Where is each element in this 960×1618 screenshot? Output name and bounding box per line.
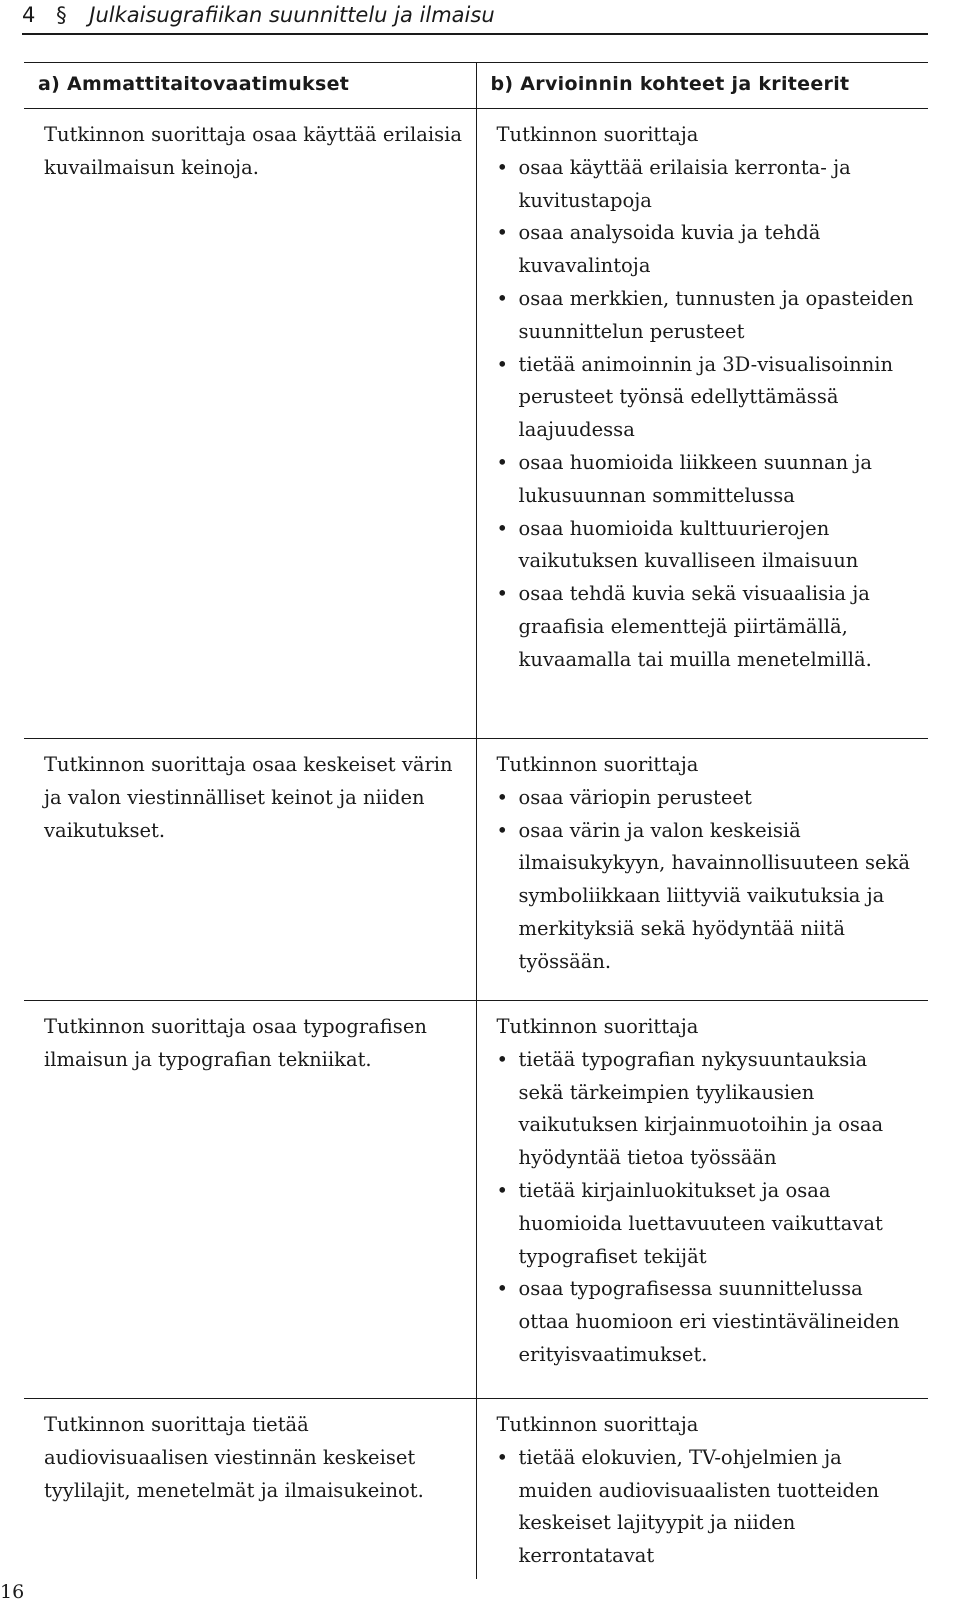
requirement-cell (24, 1001, 476, 1399)
criteria-item: • osaa tehdä kuvia sekä visuaalisia ja graafisia elementtejä piirtämällä, kuvaamalla tai muilla menetelmillä. (497, 578, 917, 676)
table-row (24, 739, 928, 1001)
requirement-text: Tutkinnon suorittaja osaa keskeiset värin ja valon viestinnälliset keinot ja niiden vaikutukset. (44, 753, 453, 842)
criteria-item: • tietää elokuvien, TV-ohjelmien ja muiden audiovisuaalisten tuotteiden keskeiset lajityypit ja niiden kerrontatavat (497, 1442, 917, 1573)
chapter-number: 4 (22, 3, 36, 27)
criteria-table (24, 62, 928, 1579)
requirement-cell (24, 739, 476, 1001)
criteria-item: • osaa typografisessa suunnittelussa ottaa huomioon eri viestintävälineiden erityisvaatimukset. (497, 1273, 917, 1371)
criteria-intro: Tutkinnon suorittaja (496, 1015, 699, 1038)
section-mark: § (56, 3, 67, 27)
criteria-list (497, 782, 917, 979)
criteria-cell (476, 739, 928, 1001)
criteria-item: • tietää typografian nykysuuntauksia sekä tärkeimpien tyylikausien vaikutuksen kirjainmuotoihin ja osaa hyödyntää tietoa työssään (497, 1044, 917, 1175)
requirement-cell (24, 109, 476, 739)
requirement-text: Tutkinnon suorittaja tietää audiovisuaalisen viestinnän keskeiset tyylilajit, menetelmät ja ilmaisukeinot. (44, 1413, 424, 1502)
criteria-list (497, 1442, 917, 1573)
criteria-item: • osaa analysoida kuvia ja tehdä kuvavalintoja (497, 217, 917, 283)
header-criteria: b) Arvioinnin kohteet ja kriteerit (476, 63, 928, 109)
criteria-list (497, 1044, 917, 1372)
criteria-intro: Tutkinnon suorittaja (496, 1413, 699, 1436)
page-number: 16 (0, 1581, 25, 1603)
criteria-item: • osaa huomioida liikkeen suunnan ja lukusuunnan sommittelussa (497, 447, 917, 513)
table-row (24, 1399, 928, 1579)
criteria-item: • osaa käyttää erilaisia kerronta- ja kuvitustapoja (497, 152, 917, 218)
criteria-item: • osaa väriopin perusteet (497, 782, 917, 815)
requirement-text: Tutkinnon suorittaja osaa typografisen ilmaisun ja typografian tekniikat. (44, 1015, 427, 1071)
criteria-item: • tietää kirjainluokitukset ja osaa huomioida luettavuuteen vaikuttavat typografiset tekijät (497, 1175, 917, 1273)
criteria-item: • tietää animoinnin ja 3D-visualisoinnin perusteet työnsä edellyttämässä laajuudessa (497, 349, 917, 447)
criteria-cell (476, 109, 928, 739)
criteria-item: • osaa merkkien, tunnusten ja opasteiden suunnittelun perusteet (497, 283, 917, 349)
criteria-cell (476, 1001, 928, 1399)
chapter-title: Julkaisugrafiikan suunnittelu ja ilmaisu (89, 3, 495, 27)
criteria-item: • osaa huomioida kulttuurierojen vaikutuksen kuvalliseen ilmaisuun (497, 513, 917, 579)
criteria-cell (476, 1399, 928, 1579)
table-header-row (24, 63, 928, 109)
running-head (22, 0, 928, 35)
criteria-list (497, 152, 917, 677)
table-row (24, 109, 928, 739)
criteria-intro: Tutkinnon suorittaja (496, 123, 699, 146)
header-requirements: a) Ammattitaitovaatimukset (24, 63, 476, 109)
requirement-cell (24, 1399, 476, 1579)
criteria-item: • osaa värin ja valon keskeisiä ilmaisukykyyn, havainnollisuuteen sekä symboliikkaan liittyviä vaikutuksia ja merkityksiä sekä hyödyntää niitä työssään. (497, 815, 917, 979)
criteria-intro: Tutkinnon suorittaja (496, 753, 699, 776)
requirement-text: Tutkinnon suorittaja osaa käyttää erilaisia kuvailmaisun keinoja. (44, 123, 462, 179)
table-row (24, 1001, 928, 1399)
